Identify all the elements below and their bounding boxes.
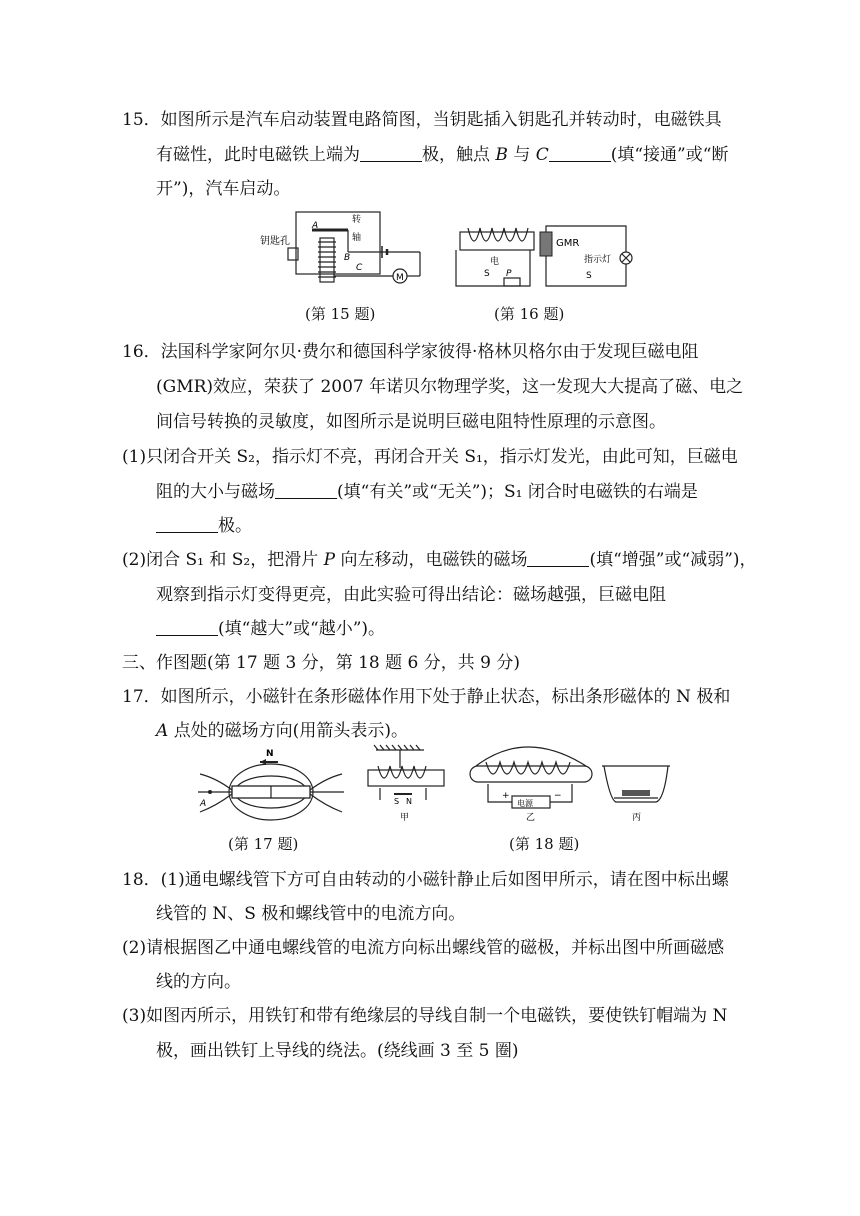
- gmr-label: GMR: [556, 238, 580, 249]
- coil-icon: [318, 242, 336, 277]
- coil-icon: [486, 762, 570, 774]
- answer-blank[interactable]: [156, 516, 218, 533]
- figure-15-circuit: [260, 210, 430, 290]
- q16-line2: (GMR)效应，荣获了 2007 年诺贝尔物理学奖，这一发现大大提高了磁、电之: [156, 377, 744, 397]
- q16-part1-line3: 极。: [156, 514, 252, 538]
- q18-line2: 线管的 N、S 极和螺线管中的电流方向。: [156, 904, 466, 924]
- point-A: [208, 790, 212, 794]
- answer-blank[interactable]: [275, 482, 337, 499]
- q15-line2: 有磁性，此时电磁铁上端为 极，触点 B 与 C (填“接通”或“断: [156, 145, 729, 165]
- gmr-icon: [540, 232, 552, 256]
- shaft-label: 转: [352, 215, 362, 225]
- coil-icon: [378, 766, 426, 778]
- figure-yi-label: 乙: [526, 813, 536, 823]
- q16-part2-line1: (2)闭合 S₁ 和 S₂，把滑片 P 向左移动，电磁铁的磁场 (填“增强”或“减弱”)，: [122, 550, 757, 570]
- shaft-label: 轴: [352, 233, 362, 243]
- lamp-label: 指示灯: [584, 255, 612, 265]
- compass-n-label: N: [266, 749, 274, 759]
- q16-part1-line1: (1)只闭合开关 S₂，指示灯不亮，再闭合开关 S₁，指示灯发光，由此可知，巨磁电: [122, 447, 738, 467]
- rheostat-icon: [504, 278, 520, 286]
- q18-part2-line1: (2)请根据图乙中通电螺线管的电流方向标出螺线管的磁极，并标出图中所画磁感: [122, 938, 725, 958]
- q18-part2-line2: 线的方向。: [156, 972, 241, 992]
- q16-line1: 16．法国科学家阿尔贝·费尔和德国科学家彼得·格林贝格尔由于发现巨磁电阻: [122, 342, 699, 362]
- figure-jia-label: 甲: [400, 813, 410, 823]
- figure-18-caption: (第 18 题): [509, 835, 580, 853]
- q15-line3: 开”)，汽车启动。: [156, 179, 291, 199]
- q16-line3: 间信号转换的灵敏度，如图所示是说明巨磁电阻特性原理的示意图。: [156, 412, 666, 432]
- section-3-heading: 三、作图题(第 17 题 3 分，第 18 题 6 分，共 9 分): [122, 653, 521, 673]
- answer-blank[interactable]: [527, 550, 589, 567]
- figure-15-caption: (第 15 题): [305, 305, 376, 323]
- switch-label: S: [484, 269, 490, 279]
- coil-icon: [468, 228, 528, 241]
- q16-part1-line2: 阻的大小与磁场 (填“有关”或“无关”)；S₁ 闭合时电磁铁的右端是: [156, 482, 698, 502]
- q17-line1: 17．如图所示，小磁针在条形磁体作用下处于静止状态，标出条形磁体的 N 极和: [122, 687, 731, 707]
- q18-part3-line2: 极，画出铁钉上导线的绕法。(绕线画 3 至 5 圈): [156, 1041, 519, 1061]
- figure-16-circuit: [454, 222, 644, 302]
- coil-label: 电: [490, 257, 500, 267]
- q16-part2-line3: (填“越大”或“越小”)。: [156, 617, 385, 641]
- q17-line2: A 点处的磁场方向(用箭头表示)。: [156, 721, 408, 741]
- label-B: B: [344, 253, 351, 263]
- figure-18-solenoids: [366, 740, 696, 822]
- plus-label: +: [502, 791, 510, 801]
- power-label: 电源: [517, 799, 533, 808]
- switch-label: S: [586, 271, 592, 281]
- figure-bing-label: 丙: [632, 813, 642, 823]
- iron-nail: [622, 790, 650, 796]
- answer-blank[interactable]: [360, 145, 422, 162]
- beaker-icon: [604, 766, 668, 802]
- needle-n-label: N: [406, 797, 412, 806]
- figure-17-bar-magnet: [196, 748, 346, 824]
- q18-part3-line1: (3)如图丙所示，用铁钉和带有绝缘层的导线自制一个电磁铁，要使铁钉帽端为 N: [122, 1006, 728, 1026]
- answer-blank[interactable]: [156, 619, 218, 636]
- slider-label: P: [506, 269, 512, 279]
- minus-label: −: [554, 791, 562, 801]
- q18-line1: 18．(1)通电螺线管下方可自由转动的小磁针静止后如图甲所示，请在图中标出螺: [122, 870, 729, 890]
- key-hole-label: 钥匙孔: [260, 236, 290, 247]
- label-A: A: [312, 221, 319, 231]
- needle-s-label: S: [394, 797, 400, 806]
- point-A-label: A: [200, 799, 207, 809]
- field-line: [310, 774, 344, 812]
- figure-16-caption: (第 16 题): [494, 305, 565, 323]
- figure-17-caption: (第 17 题): [228, 835, 299, 853]
- q16-part2-line2: 观察到指示灯变得更亮，由此实验可得出结论：磁场越强，巨磁电阻: [156, 585, 666, 605]
- label-C: C: [356, 263, 363, 273]
- answer-blank[interactable]: [549, 145, 611, 162]
- motor-label: M: [396, 273, 404, 283]
- q15-line1: 15．如图所示是汽车启动装置电路简图，当钥匙插入钥匙孔并转动时，电磁铁具: [122, 110, 722, 130]
